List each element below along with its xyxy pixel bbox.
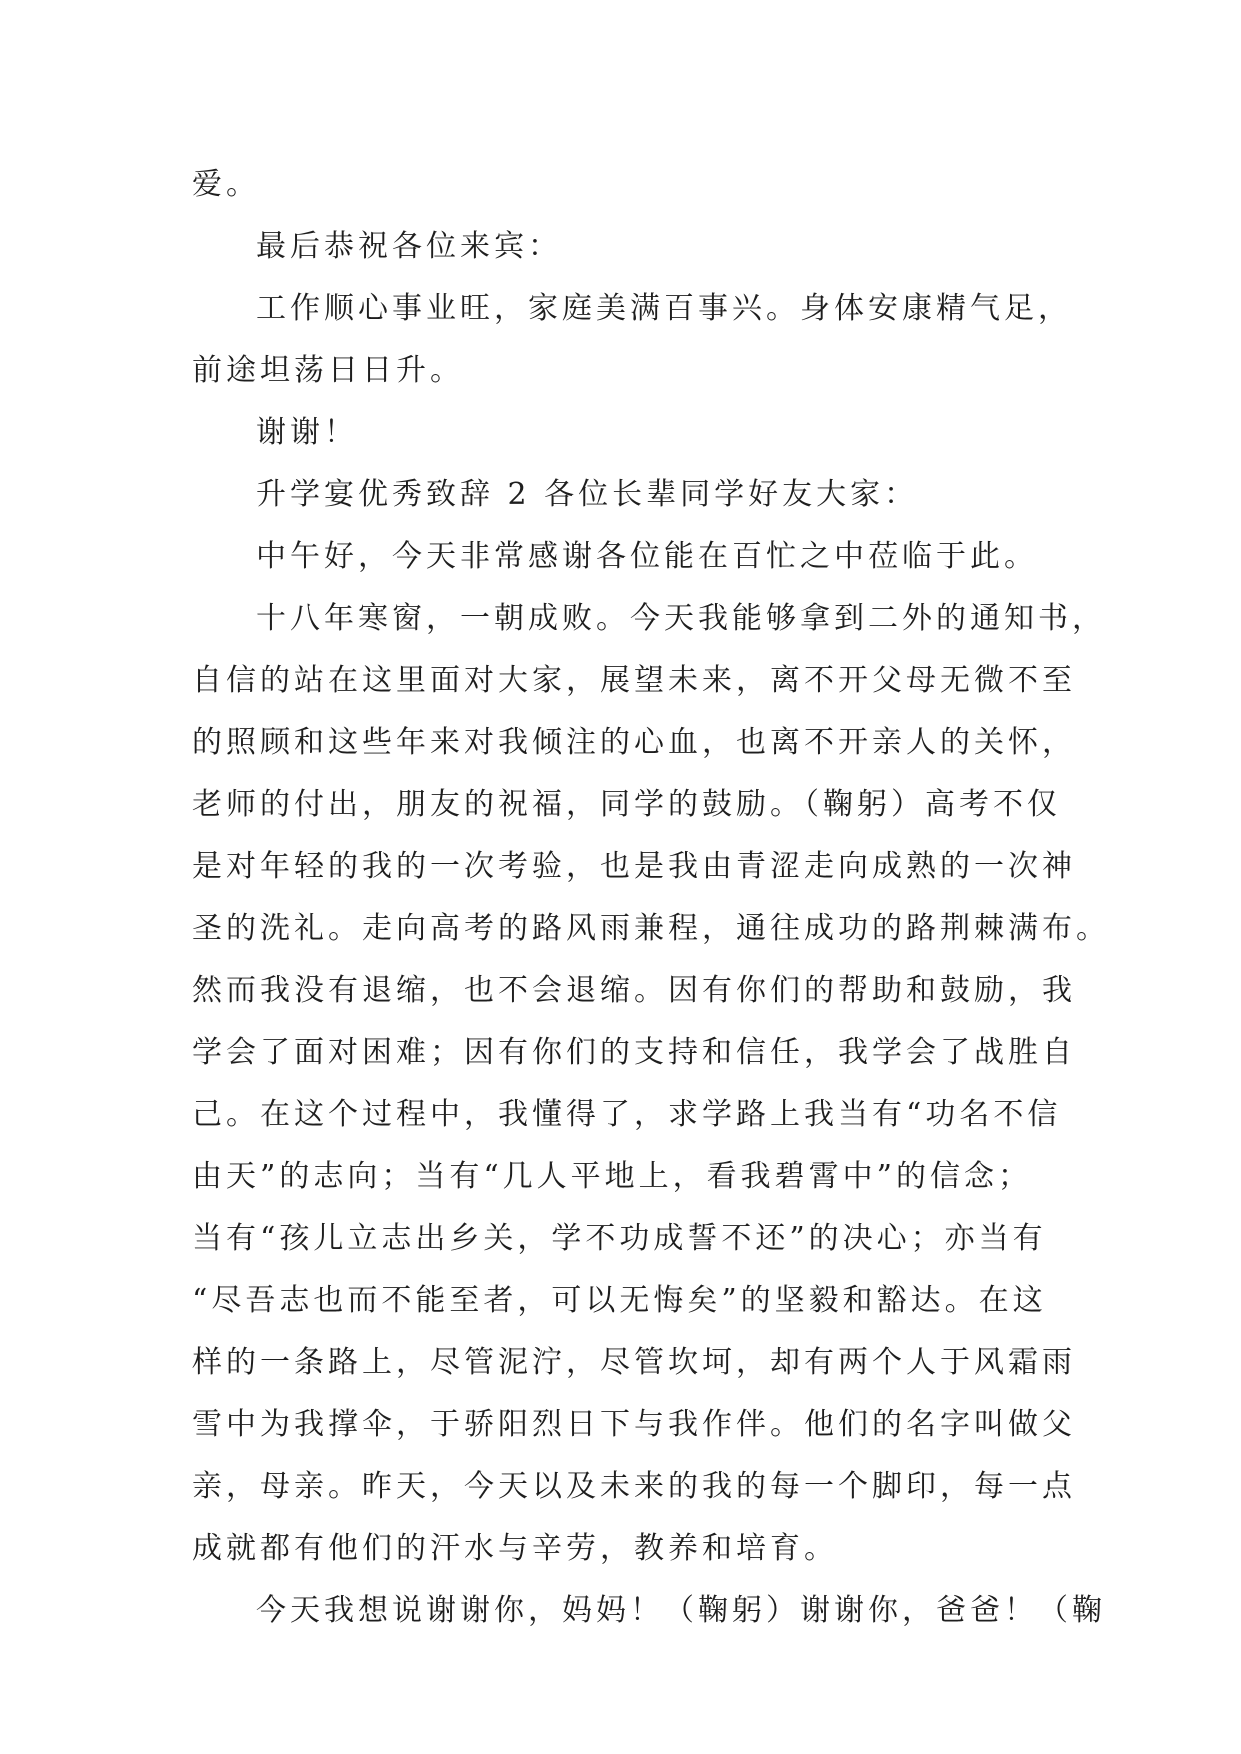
text-line: 是对年轻的我的一次考验，也是我由青涩走向成熟的一次神 [192,849,1076,884]
text-line: 雪中为我撑伞，于骄阳烈日下与我作伴。他们的名字叫做父 [192,1407,1076,1442]
text-line: 工作顺心事业旺，家庭美满百事兴。身体安康精气足， [256,291,1072,326]
text-line: 由天”的志向；当有“几人平地上，看我碧霄中”的信念； [192,1159,1033,1194]
text-line: 前途坦荡日日升。 [192,353,464,388]
text-line: 成就都有他们的汗水与辛劳，教养和培育。 [192,1531,838,1566]
text-line: 样的一条路上，尽管泥泞，尽管坎坷，却有两个人于风霜雨 [192,1345,1076,1380]
text-line: 升学宴优秀致辞 2 各位长辈同学好友大家： [256,477,919,512]
text-line: 十八年寒窗，一朝成败。今天我能够拿到二外的通知书， [256,601,1106,636]
text-line: 中午好，今天非常感谢各位能在百忙之中莅临于此。 [256,539,1038,574]
text-line: 最后恭祝各位来宾： [256,229,562,264]
text-line: 学会了面对困难；因有你们的支持和信任，我学会了战胜自 [192,1035,1076,1070]
text-line: 自信的站在这里面对大家，展望未来，离不开父母无微不至 [192,663,1076,698]
text-line: 谢谢！ [256,415,358,450]
text-line: 圣的洗礼。走向高考的路风雨兼程，通往成功的路荆棘满布。 [192,911,1110,946]
document-body [192,154,1110,1642]
text-line: 爱。 [192,167,260,202]
text-line: 老师的付出，朋友的祝福，同学的鼓励。（鞠躬）高考不仅 [192,787,1061,822]
text-line: 当有“孩儿立志出乡关，学不功成誓不还”的决心；亦当有 [192,1221,1047,1256]
text-line: 的照顾和这些年来对我倾注的心血，也离不开亲人的关怀， [192,725,1076,760]
text-line: 然而我没有退缩，也不会退缩。因有你们的帮助和鼓励，我 [192,973,1076,1008]
text-line: 己。在这个过程中，我懂得了，求学路上我当有“功名不信 [192,1097,1062,1132]
text-line: 亲，母亲。昨天，今天以及未来的我的每一个脚印，每一点 [192,1469,1076,1504]
text-line: 今天我想说谢谢你，妈妈！（鞠躬）谢谢你，爸爸！（鞠 [256,1593,1106,1628]
text-line: “尽吾志也而不能至者，可以无悔矣”的坚毅和豁达。在这 [192,1283,1047,1318]
